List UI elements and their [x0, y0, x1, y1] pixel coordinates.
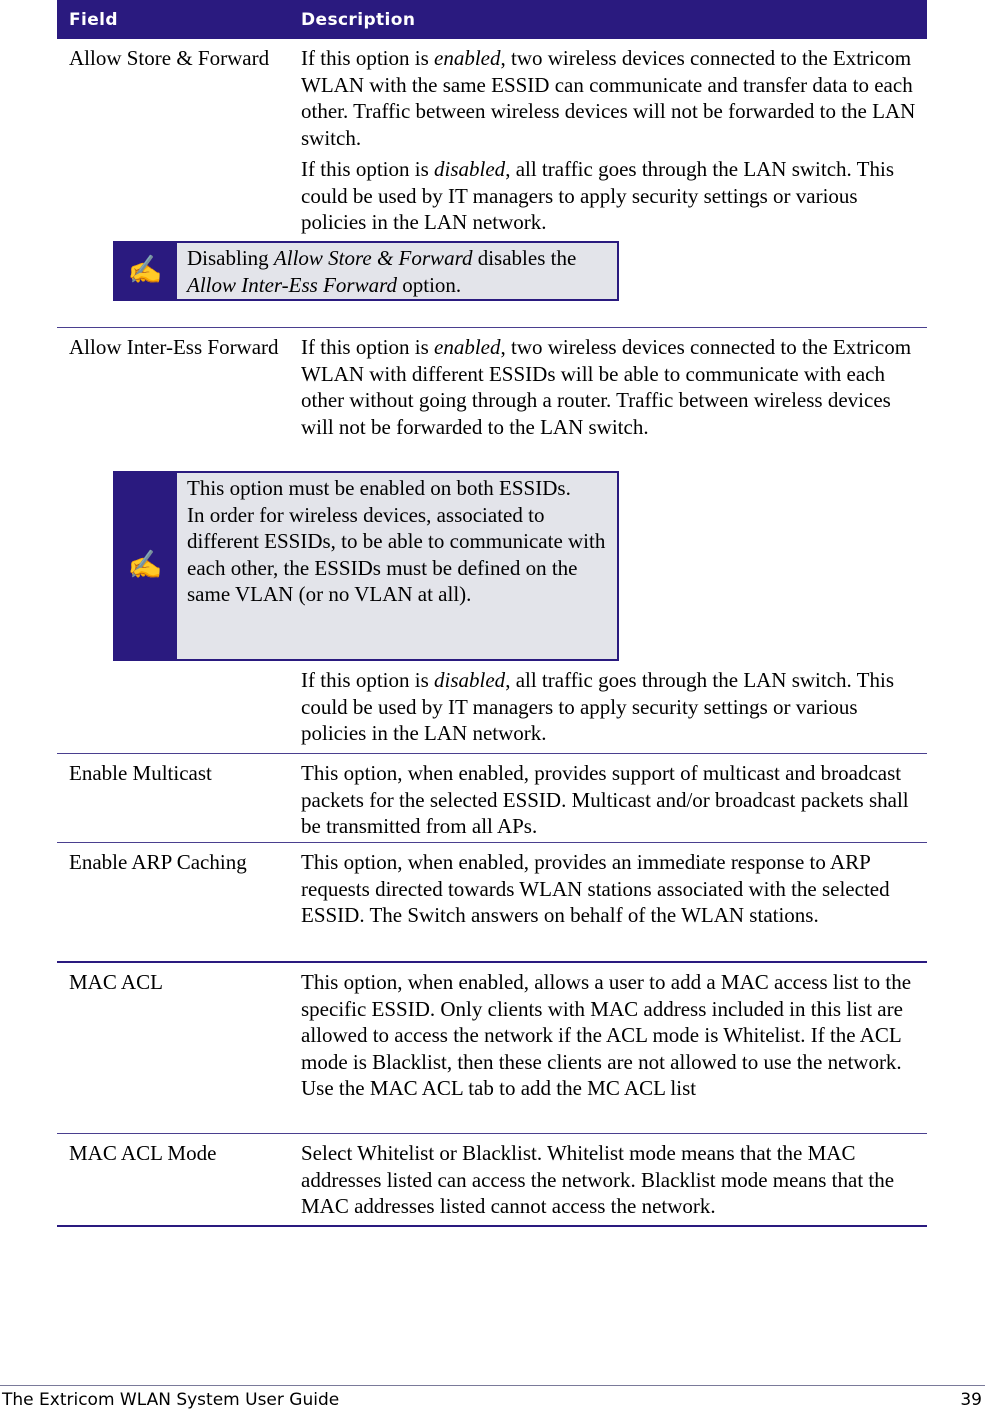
table-bottom-border [57, 1225, 927, 1227]
table-row [57, 39, 927, 327]
field-name: MAC ACL Mode [69, 1141, 217, 1165]
field-description [301, 45, 923, 236]
table-row [57, 842, 927, 961]
field-name: Allow Store & Forward [69, 46, 270, 70]
desc-paragraph: If this option is disabled, all traffic goes through the LAN switch. This could be used by IT managers to apply security settings or various policies in the LAN network. [301, 668, 895, 745]
note-text: Disabling Allow Store & Forward disables the Allow Inter-Ess Forward option. [177, 241, 619, 301]
header-field: Field [69, 10, 118, 30]
note-box [113, 471, 619, 661]
field-name: Allow Inter-Ess Forward [69, 335, 279, 359]
field-description: Select Whitelist or Blacklist. Whitelist mode means that the MAC addresses listed can access the network. Blacklist mode means that the MAC addresses listed cannot access the network. [301, 1141, 895, 1218]
footer-title: The Extricom WLAN System User Guide [2, 1390, 340, 1410]
note-pencil-icon: ✍ [113, 241, 177, 301]
page-number: 39 [960, 1390, 982, 1410]
field-name: Enable Multicast [69, 761, 212, 785]
field-description: This option, when enabled, provides support of multicast and broadcast packets for the selected ESSID. Multicast and/or broadcast packets shall be transmitted from all APs. [301, 761, 909, 838]
note-pencil-icon: ✍ [113, 471, 177, 661]
note-text: This option must be enabled on both ESSIDs. In order for wireless devices, associated to different ESSIDs, to be able to communicate with each other, the ESSIDs must be defined on the same VLAN (or no VLAN at all). [177, 471, 619, 661]
table-row [57, 327, 927, 753]
fields-table [57, 0, 927, 1227]
field-description-continued [301, 667, 923, 747]
table-header [57, 0, 927, 39]
field-description: This option, when enabled, provides an immediate response to ARP requests directed towards WLAN stations associated with the selected ESSID. The Switch answers on behalf of the WLAN stations. [301, 850, 890, 927]
field-description: This option, when enabled, allows a user to add a MAC access list to the specific ESSID. Only clients with MAC address included in this list are allowed to access the network if the ACL mode is Whitelist. If the ACL mode is Blacklist, then these clients are not allowed to use the network. Use the MAC ACL tab to add the MC ACL list [301, 970, 912, 1100]
desc-paragraph: If this option is enabled, two wireless devices connected to the Extricom WLAN with different ESSIDs will be able to communicate with each other without going through a router. Traffic between wireless devices will not be forwarded to the LAN switch. [301, 335, 912, 439]
field-name: Enable ARP Caching [69, 850, 247, 874]
desc-paragraph: If this option is disabled, all traffic goes through the LAN switch. This could be used by IT managers to apply security settings or various policies in the LAN network. [301, 157, 895, 234]
note-box [113, 241, 619, 301]
field-description [301, 334, 923, 440]
header-description: Description [301, 10, 416, 30]
page-footer [0, 1385, 985, 1410]
table-row [57, 961, 927, 1133]
desc-paragraph: If this option is enabled, two wireless devices connected to the Extricom WLAN with the same ESSID can communicate and transfer data to each other. Traffic between wireless devices will not be forwarded to the LAN switch. [301, 46, 916, 150]
table-row [57, 753, 927, 842]
field-name: MAC ACL [69, 970, 163, 994]
table-row [57, 1133, 927, 1225]
